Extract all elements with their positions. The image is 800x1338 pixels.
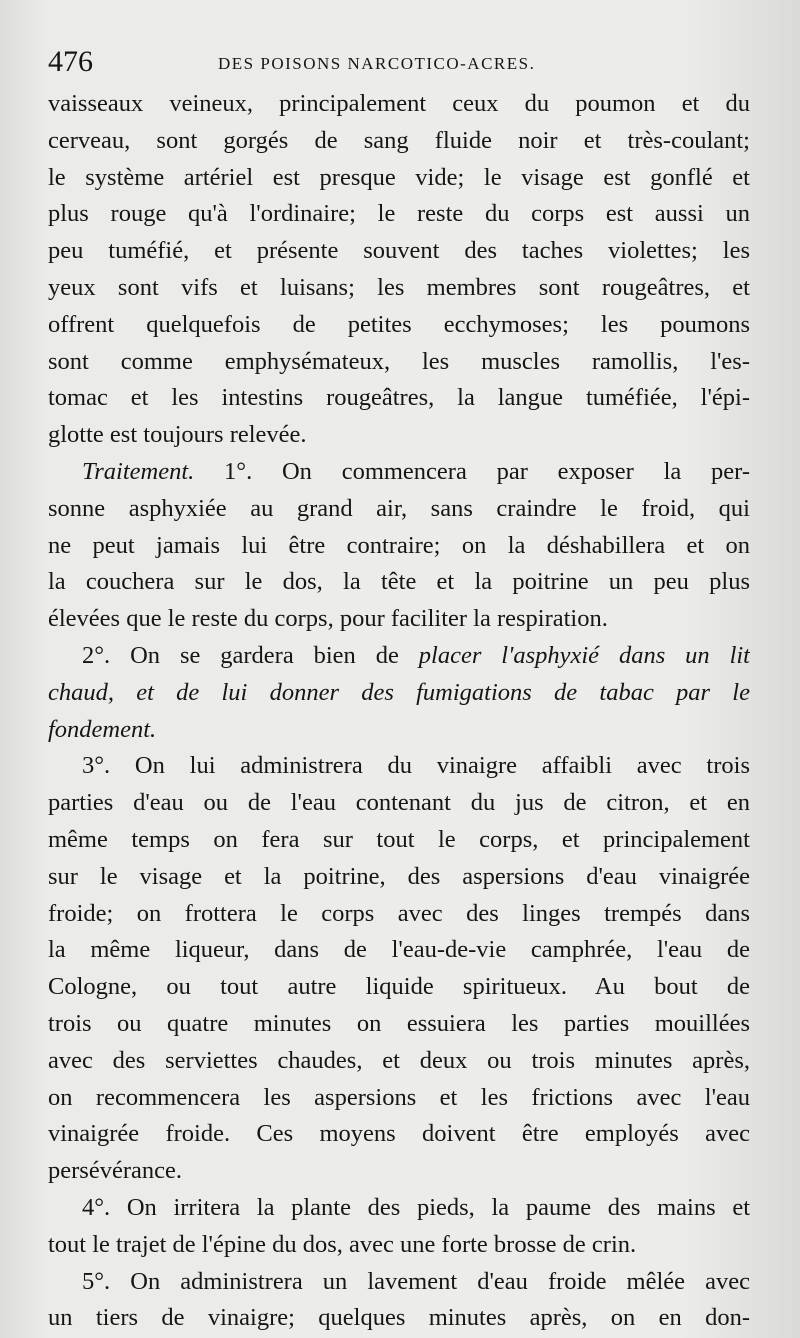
text-segment: cerveau, sont gorgés de sang fluide noir et très-coulant; xyxy=(48,126,750,154)
text-line xyxy=(48,1227,750,1264)
text-line xyxy=(48,564,750,601)
text-segment: 1°. On commencera par exposer la per- xyxy=(194,457,750,485)
text-segment: offrent quelquefois de petites ecchymoses; les poumons xyxy=(48,310,750,338)
text-line xyxy=(48,491,750,528)
text-line xyxy=(48,1264,750,1301)
text-segment: ne peut jamais lui être contraire; on la déshabillera et on xyxy=(48,531,750,559)
text-line xyxy=(48,123,750,160)
text-segment: sonne asphyxiée au grand air, sans craindre le froid, qui xyxy=(48,494,750,522)
text-segment: 2°. On se gardera bien de xyxy=(82,641,419,669)
text-line xyxy=(48,1300,750,1337)
text-line xyxy=(48,1043,750,1080)
text-segment: 4°. On irritera la plante des pieds, la paume des mains et xyxy=(82,1193,750,1221)
text-segment: sont comme emphysémateux, les muscles ramollis, l'es- xyxy=(48,347,750,375)
text-segment: glotte est toujours relevée. xyxy=(48,421,307,449)
text-segment: persévérance. xyxy=(48,1157,182,1185)
text-segment: peu tuméfié, et présente souvent des taches violettes; les xyxy=(48,237,750,265)
text-line xyxy=(48,748,750,785)
text-segment: même temps on fera sur tout le corps, et principalement xyxy=(48,825,750,853)
text-line xyxy=(48,1080,750,1117)
text-line xyxy=(48,1116,750,1153)
text-segment: plus rouge qu'à l'ordinaire; le reste du corps est aussi un xyxy=(48,200,750,228)
text-line xyxy=(48,1190,750,1227)
text-segment: on recommencera les aspersions et les frictions avec l'eau xyxy=(48,1083,750,1111)
text-segment: élevées que le reste du corps, pour faciliter la respiration. xyxy=(48,605,608,633)
text-line xyxy=(48,417,750,454)
text-line xyxy=(48,1153,750,1190)
text-segment: yeux sont vifs et luisans; les membres sont rougeâtres, et xyxy=(48,273,750,301)
text-segment: avec des serviettes chaudes, et deux ou trois minutes après, xyxy=(48,1046,750,1074)
text-line xyxy=(48,1006,750,1043)
text-line xyxy=(48,969,750,1006)
text-segment: sur le visage et la poitrine, des aspersions d'eau vinaigrée xyxy=(48,862,750,890)
text-line xyxy=(48,380,750,417)
text-segment: un tiers de vinaigre; quelques minutes après, on en don- xyxy=(48,1304,750,1332)
text-line xyxy=(48,196,750,233)
text-segment: froide; on frottera le corps avec des linges trempés dans xyxy=(48,899,750,927)
text-line xyxy=(48,528,750,565)
text-line xyxy=(48,638,750,675)
text-line xyxy=(48,454,750,491)
text-segment: tomac et les intestins rougeâtres, la langue tuméfiée, l'épi- xyxy=(48,384,750,412)
text-segment: vinaigrée froide. Ces moyens doivent être employés avec xyxy=(48,1120,750,1148)
text-line xyxy=(48,675,750,712)
text-segment: la même liqueur, dans de l'eau-de-vie camphrée, l'eau de xyxy=(48,936,750,964)
text-line xyxy=(48,859,750,896)
running-title: DES POISONS NARCOTICO-ACRES. xyxy=(218,54,536,73)
text-segment: Traitement. xyxy=(82,457,195,485)
text-segment: 5°. On administrera un lavement d'eau froide mêlée avec xyxy=(82,1267,750,1295)
text-segment: parties d'eau ou de l'eau contenant du jus de citron, et en xyxy=(48,789,750,817)
page-number: 476 xyxy=(48,45,93,78)
text-segment: vaisseaux veineux, principalement ceux du poumon et du xyxy=(48,90,750,117)
text-segment: tout le trajet de l'épine du dos, avec une forte brosse de crin. xyxy=(48,1230,637,1258)
text-segment: placer l'asphyxié dans un lit xyxy=(418,641,750,669)
text-line xyxy=(48,160,750,197)
text-segment: la couchera sur le dos, la tête et la poitrine un peu plus xyxy=(48,568,750,596)
body-text xyxy=(48,86,750,1337)
text-line xyxy=(48,307,750,344)
text-line xyxy=(48,896,750,933)
text-line xyxy=(48,601,750,638)
text-line xyxy=(48,822,750,859)
text-line xyxy=(48,233,750,270)
text-segment: le système artériel est presque vide; le visage est gonflé et xyxy=(48,163,750,191)
text-line xyxy=(48,270,750,307)
text-line xyxy=(48,344,750,381)
text-line xyxy=(48,712,750,749)
text-segment: 3°. On lui administrera du vinaigre affaibli avec trois xyxy=(82,752,750,780)
text-segment: chaud, et de lui donner des fumigations de tabac par le xyxy=(48,678,750,706)
text-line xyxy=(48,932,750,969)
text-segment: fondement. xyxy=(48,715,157,743)
text-line xyxy=(48,785,750,822)
page-header xyxy=(48,40,748,84)
text-segment: Cologne, ou tout autre liquide spiritueux. Au bout de xyxy=(48,973,750,1001)
text-segment: trois ou quatre minutes on essuiera les parties mouillées xyxy=(48,1009,750,1037)
text-line xyxy=(48,86,750,123)
